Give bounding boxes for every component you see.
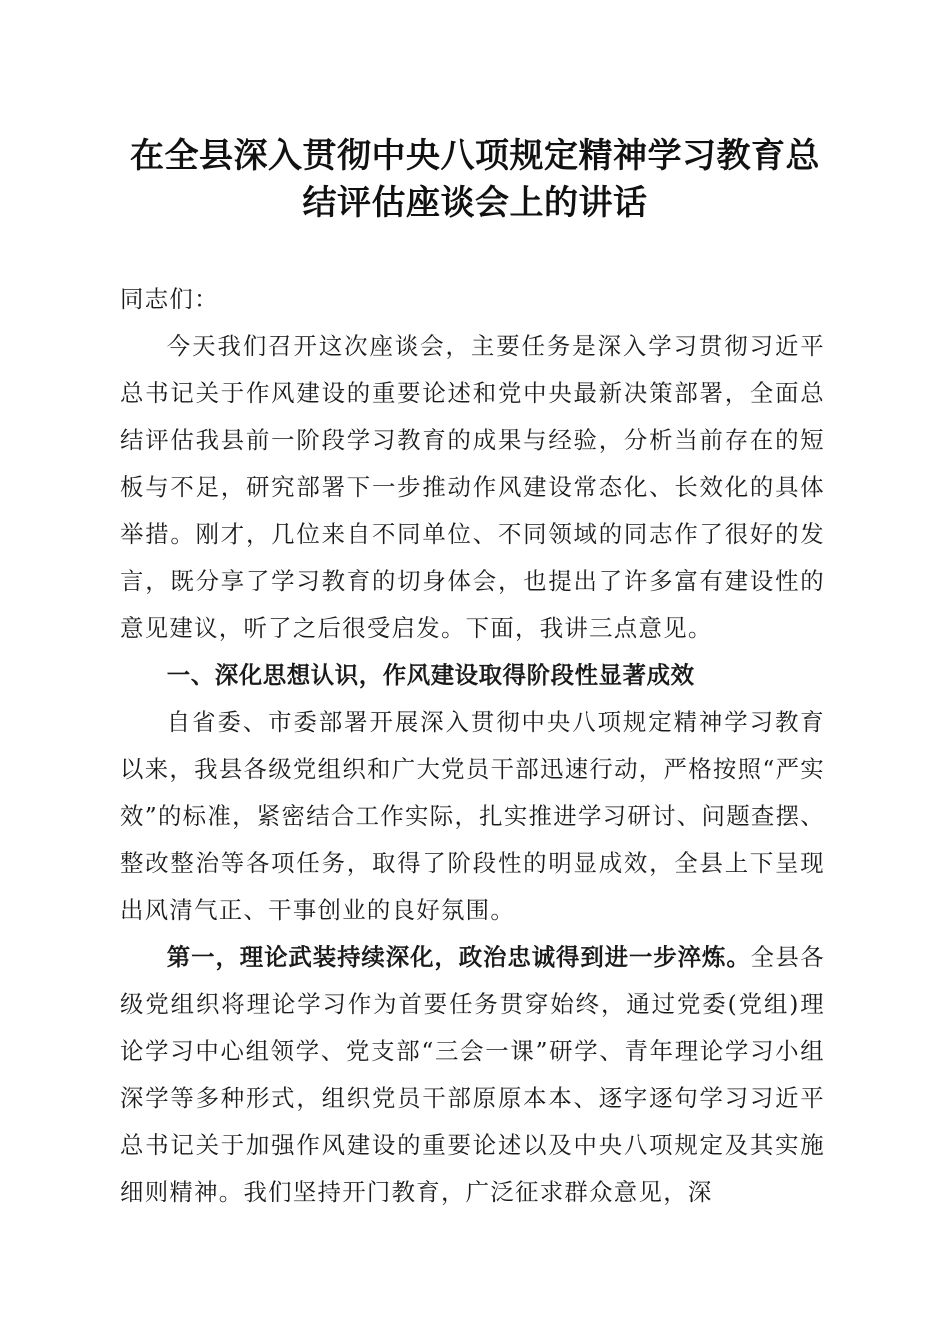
salutation: 同志们： bbox=[120, 285, 219, 313]
document-title bbox=[110, 133, 840, 227]
section-1-paragraph: 自省委、市委部署开展深入贯彻中央八项规定精神学习教育以来，我县各级党组织和广大党员干部迅速行动，严格按照“严实效”的标准，紧密结合工作实际，扎实推进学习研讨、问题查摆、整改整治等各项任务，取得了阶段性的明显成效，全县上下呈现出风清气正、干事创业的良好氛围。 bbox=[120, 708, 825, 924]
point-1-lead: 第一，理论武装持续深化，政治忠诚得到进一步淬炼。 bbox=[166, 943, 751, 971]
point-1-text: 全县各级党组织将理论学习作为首要任务贯穿始终，通过党委(党组)理论学习中心组领学、党支部“三会一课”研学、青年理论学习小组深学等多种形式，组织党员干部原原本本、逐字逐句学习习近平总书记关于加强作风建设的重要论述以及中央八项规定及其实施细则精神。我们坚持开门教育，广泛征求群众意见，深 bbox=[120, 943, 826, 1206]
section-heading-1: 一、深化思想认识，作风建设取得阶段性显著成效 bbox=[166, 661, 695, 689]
intro-paragraph: 今天我们召开这次座谈会，主要任务是深入学习贯彻习近平总书记关于作风建设的重要论述和党中央最新决策部署，全面总结评估我县前一阶段学习教育的成果与经验，分析当前存在的短板与不足，研究部署下一步推动作风建设常态化、长效化的具体举措。刚才，几位来自不同单位、不同领域的同志作了很好的发言，既分享了学习教育的切身体会，也提出了许多富有建设性的意见建议，听了之后很受启发。下面，我讲三点意见。 bbox=[120, 332, 825, 642]
title-line-2: 结评估座谈会上的讲话 bbox=[302, 183, 648, 223]
point-1-paragraph bbox=[120, 934, 825, 1216]
title-line-1: 在全县深入贯彻中央八项规定精神学习教育总 bbox=[130, 136, 820, 176]
document-body bbox=[120, 276, 825, 1216]
